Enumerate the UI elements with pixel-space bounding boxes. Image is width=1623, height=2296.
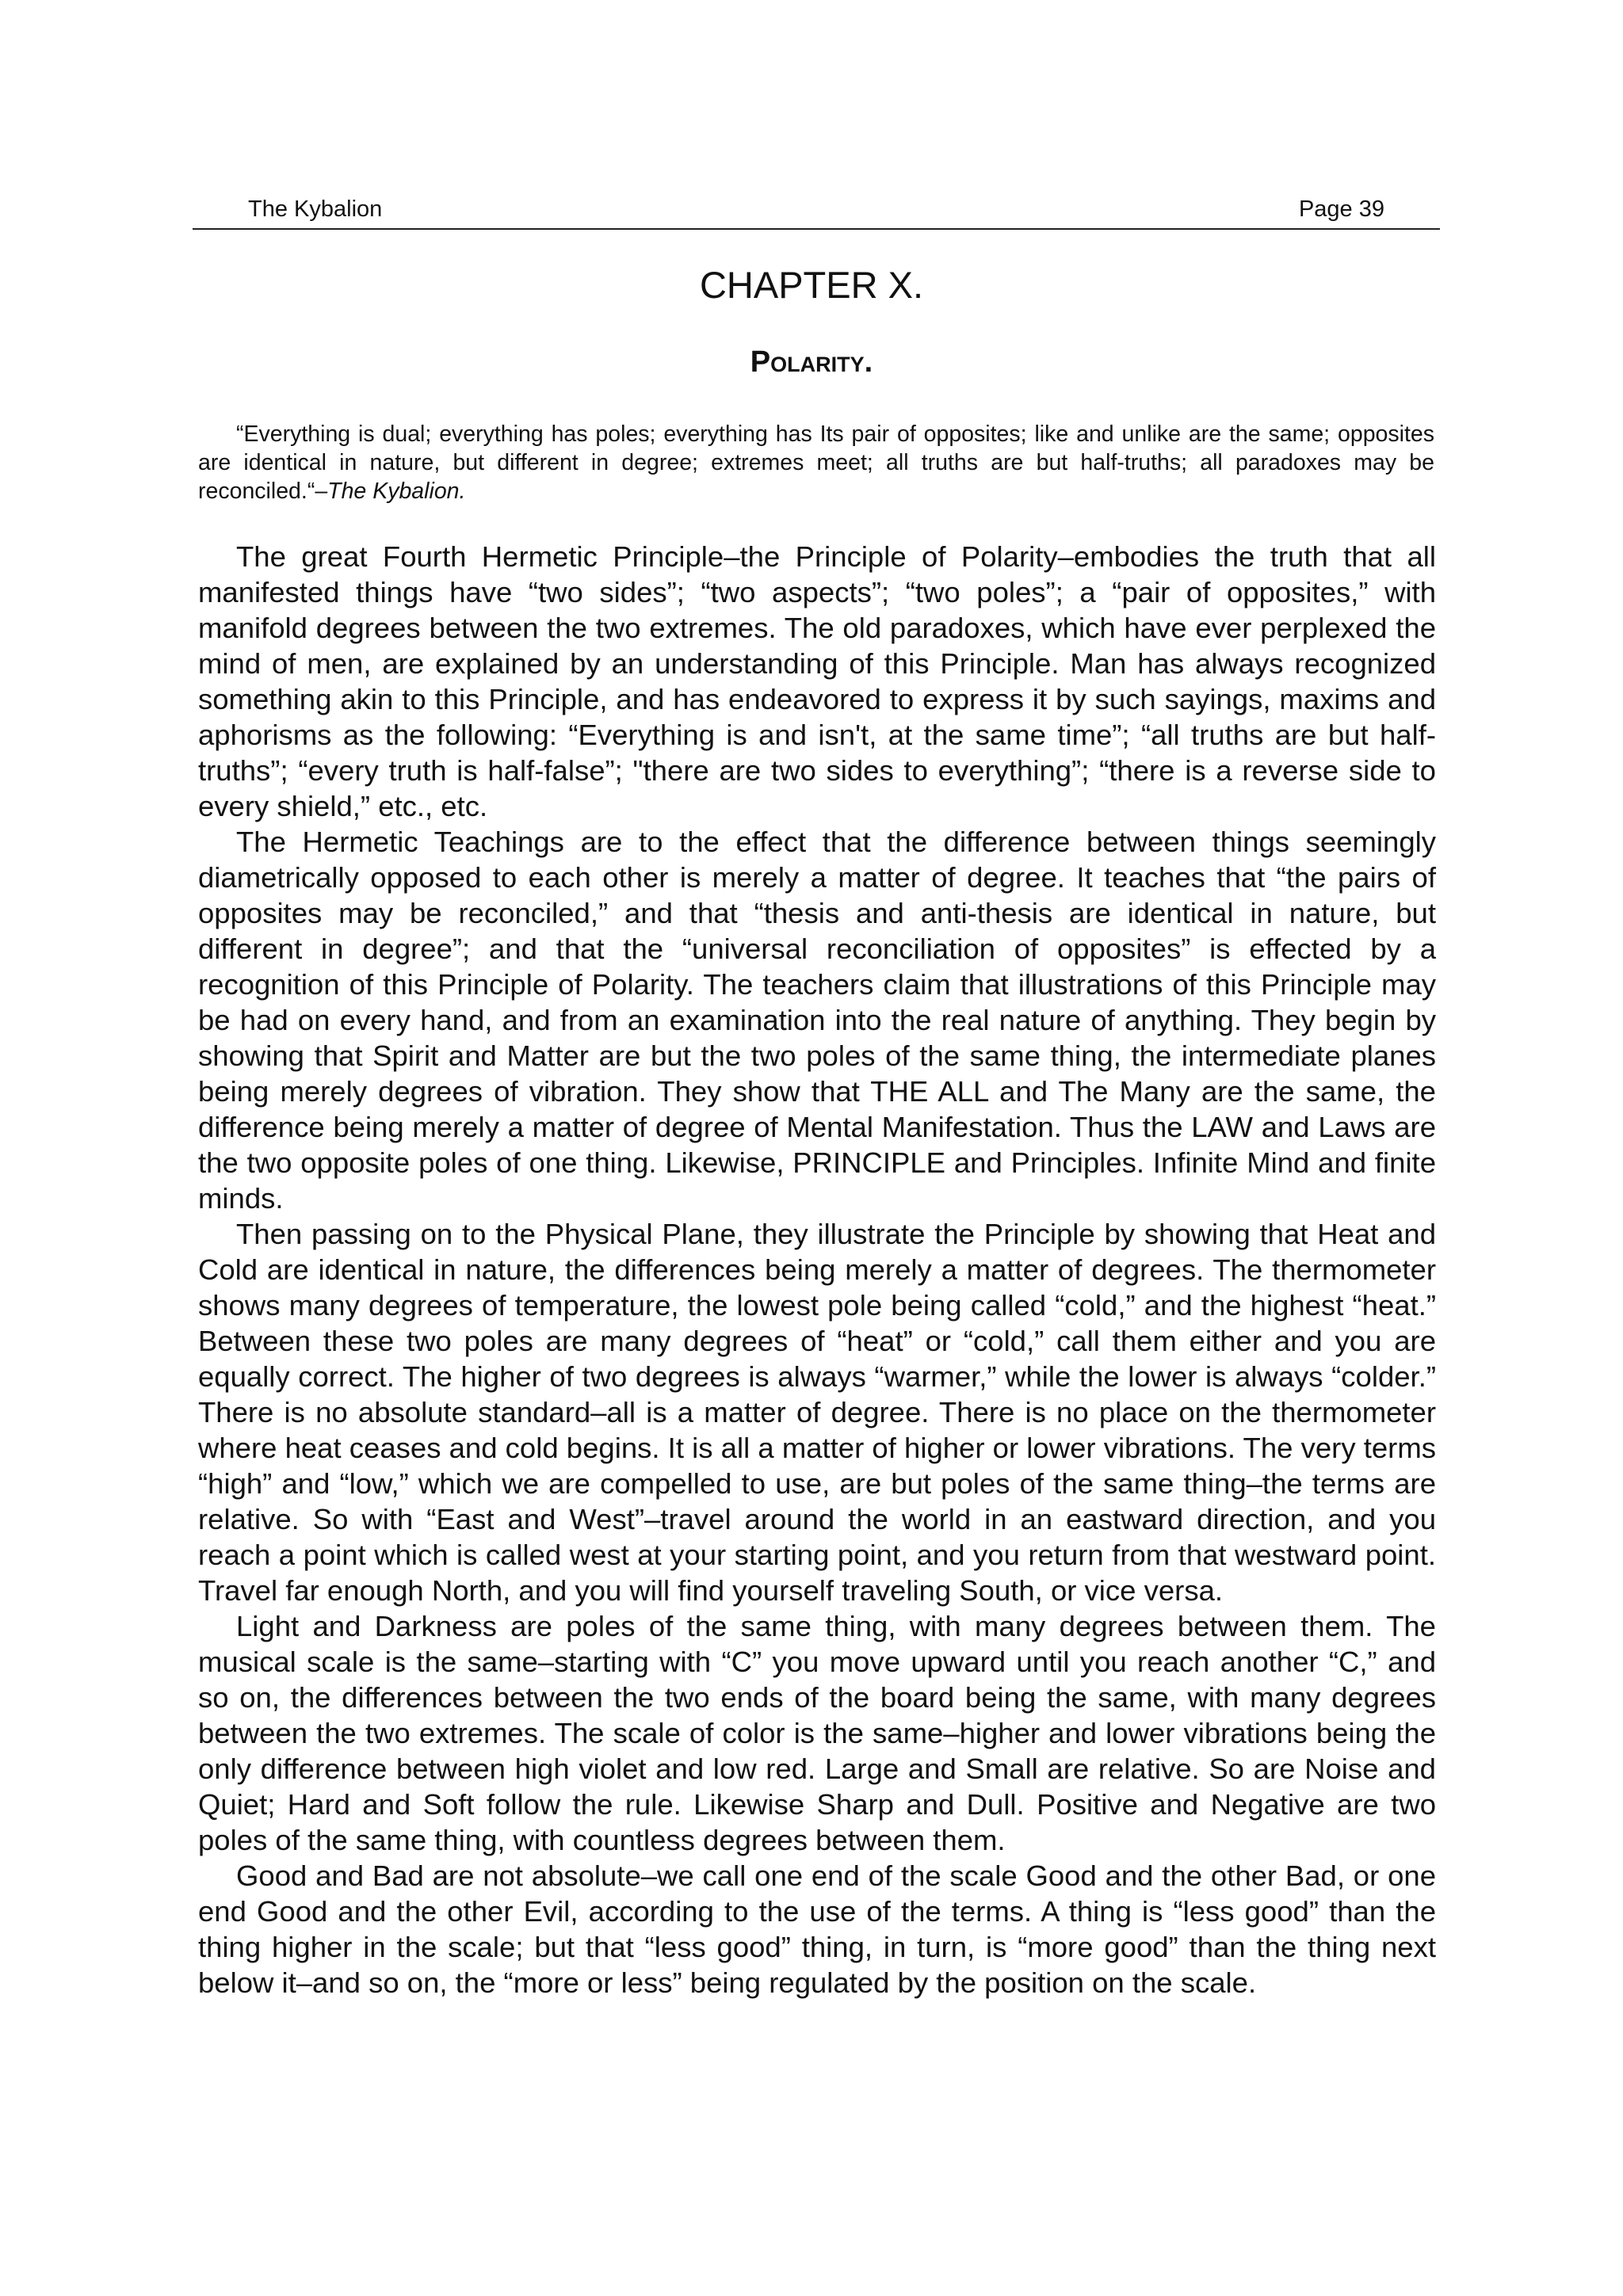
epigraph-quote: “Everything is dual; everything has poles; everything has Its pair of opposites; like and unlike are the same; opposites are identical in nature, but different in degree; extremes meet; all truths are but half-truths; all paradoxes may be reconciled.“– bbox=[198, 421, 1434, 504]
paragraph: The Hermetic Teachings are to the effect that the difference between things seemingly diametrically opposed to each other is merely a matter of degree. It teaches that “the pairs of opposites may be reconciled,” and that “thesis and anti-thesis are identical in nature, but different in degree”; and that the “universal reconciliation of opposites” is effected by a recognition of this Principle of Polarity. The teachers claim that illustrations of this Principle may be had on every hand, and from an examination into the real nature of anything. They begin by showing that Spirit and Matter are but the two poles of the same thing, the intermediate planes being merely degrees of vibration. They show that THE ALL and The Many are the same, the difference being merely a matter of degree of Mental Manifestation. Thus the LAW and Laws are the two opposite poles of one thing. Likewise, PRINCIPLE and Principles. Infinite Mind and finite minds. bbox=[198, 826, 1436, 1215]
running-header bbox=[193, 193, 1440, 230]
book-title: The Kybalion bbox=[248, 196, 383, 222]
paragraph: The great Fourth Hermetic Principle–the Principle of Polarity–embodies the truth that all manifested things have “two sides”; “two aspects”; “two poles”; a “pair of opposites,” with manifold degrees between the two extremes. The old paradoxes, which have ever perplexed the mind of men, are explained by an understanding of this Principle. Man has always recognized something akin to this Principle, and has endeavored to express it by such sayings, maxims and aphorisms as the following: “Everything is and isn't, at the same time”; “all truths are but half-truths”; “every truth is half-false”; "there are two sides to everything”; “there is a reverse side to every shield,” etc., etc. bbox=[198, 540, 1436, 822]
epigraph-source: The Kybalion. bbox=[327, 479, 466, 504]
page-number: Page 39 bbox=[1298, 196, 1384, 222]
paragraph: Light and Darkness are poles of the same thing, with many degrees between them. The musical scale is the same–starting with “C” you move upward until you reach another “C,” and so on, the differences between the two ends of the board being the same, with many degrees between the two extremes. The scale of color is the same–higher and lower vibrations being the only difference between high violet and low red. Large and Small are relative. So are Noise and Quiet; Hard and Soft follow the rule. Likewise Sharp and Dull. Positive and Negative are two poles of the same thing, with countless degrees between them. bbox=[198, 1610, 1436, 1856]
epigraph bbox=[198, 420, 1434, 505]
paragraph: Then passing on to the Physical Plane, they illustrate the Principle by showing that Heat and Cold are identical in nature, the differences being merely a matter of degrees. The thermometer shows many degrees of temperature, the lowest pole being called “cold,” and the highest “heat.” Between these two poles are many degrees of “heat” or “cold,” call them either and you are equally correct. The higher of two degrees is always “warmer,” while the lower is always “colder.” There is no absolute standard–all is a matter of degree. There is no place on the thermometer where heat ceases and cold begins. It is all a matter of higher or lower vibrations. The very terms “high” and “low,” which we are compelled to use, are but poles of the same thing–the terms are relative. So with “East and West”–travel around the world in an eastward direction, and you reach a point which is called west at your starting point, and you return from that westward point. Travel far enough North, and you will find yourself traveling South, or vice versa. bbox=[198, 1218, 1436, 1607]
chapter-subtitle: Polarity. bbox=[750, 345, 873, 379]
body-text bbox=[198, 539, 1436, 2000]
paragraph: Good and Bad are not absolute–we call one end of the scale Good and the other Bad, or one end Good and the other Evil, according to the use of the terms. A thing is “less good” than the thing higher in the scale; but that “less good” thing, in turn, is “more good” than the thing next below it–and so on, the “more or less” being regulated by the position on the scale. bbox=[198, 1859, 1436, 1999]
chapter-title: CHAPTER X. bbox=[699, 264, 924, 306]
